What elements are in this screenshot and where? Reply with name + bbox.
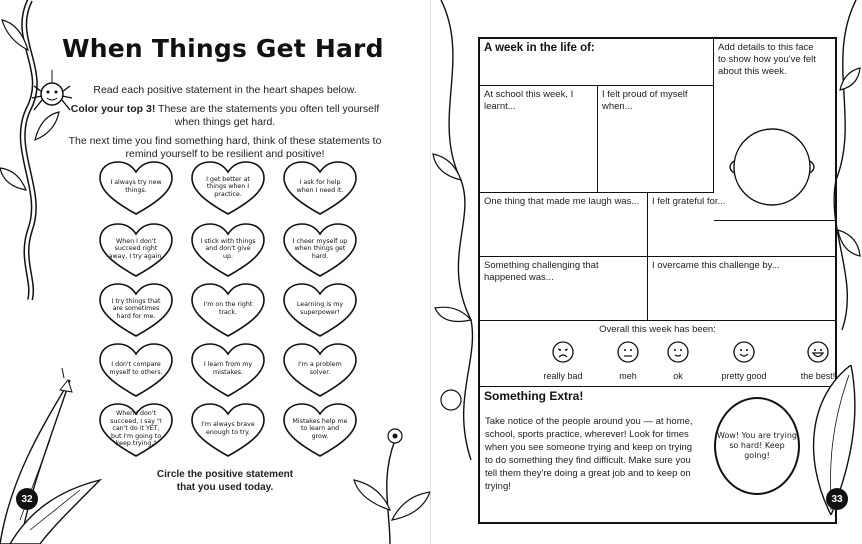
- mood-label: the best!: [800, 371, 836, 381]
- intro-bold-text: Color your top 3!: [70, 103, 156, 115]
- heart-statement-text: I cheer myself up when things get hard.: [292, 237, 348, 260]
- mood-face-icon: [807, 341, 829, 363]
- page-number: 33: [826, 488, 848, 510]
- heart-statement[interactable]: [282, 402, 358, 458]
- heart-statement-text: When I don't succeed right away, I try again.: [108, 237, 164, 260]
- mood-face-icon: [733, 341, 755, 363]
- grateful-cell[interactable]: [648, 193, 835, 257]
- heart-statement-text: I'm a problem solver.: [298, 361, 342, 376]
- mood-option[interactable]: [648, 341, 708, 381]
- mood-face-icon: [617, 341, 639, 363]
- mood-face-icon: [667, 341, 689, 363]
- school-prompt: At school this week, I learnt...: [484, 89, 574, 112]
- heart-statement[interactable]: [282, 160, 358, 216]
- page-title: When Things Get Hard: [62, 34, 384, 63]
- mood-label: pretty good: [721, 371, 767, 381]
- week-title-cell[interactable]: [480, 39, 714, 86]
- mood-option[interactable]: [533, 341, 593, 381]
- overcome-cell[interactable]: [648, 257, 835, 321]
- heart-statement[interactable]: [190, 342, 266, 398]
- overall-prompt: Overall this week has been:: [599, 324, 716, 335]
- heart-statement[interactable]: [282, 222, 358, 278]
- laugh-prompt: One thing that made me laugh was...: [484, 196, 640, 207]
- heart-statement-text: I'm on the right track.: [203, 301, 253, 316]
- intro-rest-text: These are the statements you often tell yourself when things get hard.: [155, 103, 380, 128]
- heart-statement[interactable]: [282, 282, 358, 338]
- circle-note-line1: Circle the positive statement: [156, 469, 294, 480]
- heart-statement[interactable]: [282, 342, 358, 398]
- intro-resilience-text: The next time you find something hard, think of these statements to remind yourself to be resilient and positive!: [68, 135, 382, 160]
- week-title: A week in the life of:: [484, 42, 595, 54]
- mood-label: ok: [673, 371, 683, 381]
- heart-statement[interactable]: [190, 282, 266, 338]
- heart-statement[interactable]: [98, 222, 174, 278]
- vine-decoration-icon: [0, 0, 60, 300]
- circle-note-line2: that you used today.: [176, 482, 274, 493]
- heart-statement[interactable]: [98, 342, 174, 398]
- laugh-cell[interactable]: [480, 193, 648, 257]
- heart-statement-text: I ask for help when I need it.: [296, 179, 344, 194]
- heart-statement-text: I don't compare myself to others.: [109, 361, 163, 376]
- foliage-decoration-icon: [0, 360, 110, 544]
- intro-color-instruction: [60, 103, 390, 129]
- heart-statement[interactable]: [98, 402, 174, 458]
- mood-option[interactable]: [714, 341, 774, 381]
- proud-prompt: I felt proud of myself when...: [602, 89, 688, 112]
- circle-note: [125, 468, 325, 494]
- page-number: 32: [16, 488, 38, 510]
- face-prompt: Add details to this face to show how you've felt about this week.: [718, 42, 816, 77]
- right-page: [431, 0, 862, 544]
- intro-instruction: Read each positive statement in the heart shapes below.: [93, 84, 357, 96]
- heart-statement[interactable]: [98, 160, 174, 216]
- extra-title: Something Extra!: [484, 389, 584, 403]
- heart-statement-text: I stick with things and don't give up.: [200, 237, 256, 260]
- heart-statement-text: I always try new things.: [110, 179, 162, 194]
- vine-decoration-icon: [431, 0, 481, 544]
- flower-decoration-icon: [350, 420, 431, 544]
- encouragement-bubble: Wow! You are trying so hard! Keep going!: [714, 397, 800, 495]
- proud-cell[interactable]: [598, 86, 714, 193]
- heart-statement-text: I learn from my mistakes.: [203, 361, 253, 376]
- heart-statement[interactable]: [98, 282, 174, 338]
- grateful-prompt: I felt grateful for...: [652, 196, 726, 207]
- extra-body: Take notice of the people around you — at home, school, sports practice, wherever! Look for times when you see someone trying and keep on trying to do something they find difficult. Make sure you tell them they're doing a great job and to keep on trying!: [485, 416, 693, 492]
- heart-statement-text: I try things that are sometimes hard for me.: [111, 297, 161, 320]
- heart-statement[interactable]: [190, 402, 266, 458]
- heart-statement-text: I'm always brave enough to try.: [201, 421, 255, 436]
- challenge-prompt: Something challenging that happened was...: [484, 260, 599, 283]
- mood-label: really bad: [543, 371, 583, 381]
- heart-statement[interactable]: [190, 160, 266, 216]
- mood-label: meh: [619, 371, 637, 381]
- heart-statement-text: When I don't succeed, I say "I can't do it YET, but I'm going to keep trying.": [110, 410, 162, 448]
- heart-statement-text: I get better at things when I practice.: [206, 175, 250, 198]
- mood-face-icon: [552, 341, 574, 363]
- heart-statement-text: Mistakes help me to learn and grow.: [292, 417, 348, 440]
- heart-statement-text: Learning is my superpower!: [296, 301, 344, 316]
- overcome-prompt: I overcame this challenge by...: [652, 260, 780, 271]
- school-cell[interactable]: [480, 86, 598, 193]
- leaf-decoration-icon: [791, 365, 861, 515]
- challenge-cell[interactable]: [480, 257, 648, 321]
- heart-statement[interactable]: [190, 222, 266, 278]
